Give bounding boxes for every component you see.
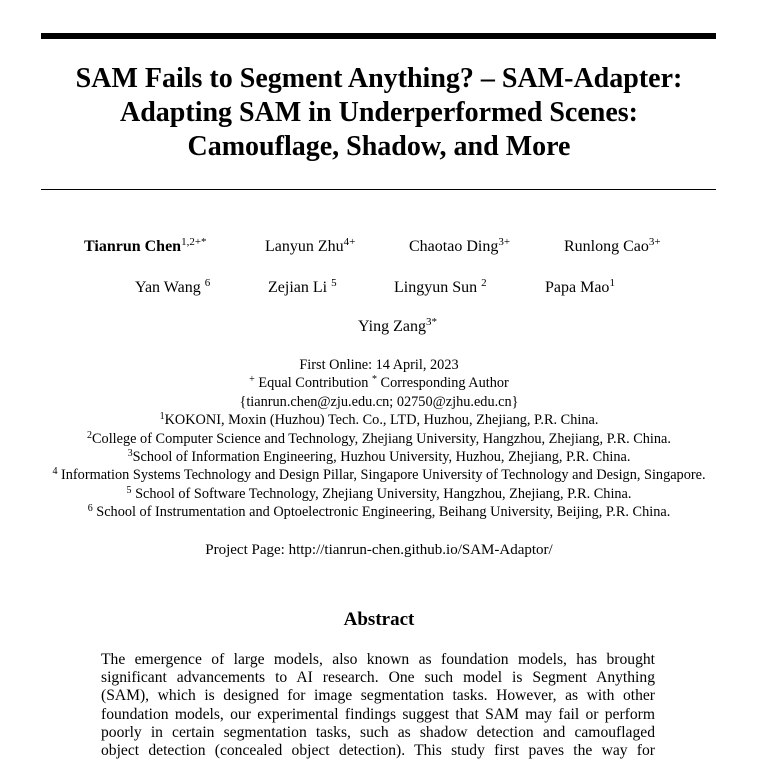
affiliation-2: $^2$College of Computer Science and Technology, Zhejiang University, Hangzhou, Zhejiang, P.R. China. [87, 429, 671, 447]
author-ying-zang: Ying Zang$^{3*}$ [358, 316, 437, 335]
abstract-heading: Abstract [343, 609, 415, 630]
author-lingyun-sun: Lingyun Sun $^2$ [394, 277, 487, 296]
affiliation-1: $^1$KOKONI, Moxin (Huzhou) Tech. Co., LTD, Huzhou, Zhejiang, P.R. China. [159, 411, 599, 429]
abstract-line: (SAM), which is designed for image segmentation tasks. However, as with other [101, 687, 655, 705]
abstract-line: object detection (concealed object detection). This study first paves the way for [101, 742, 655, 760]
title-line-2: Adapting SAM in Underperformed Scenes: [120, 97, 638, 128]
title-line-3: Camouflage, Shadow, and More [187, 131, 571, 162]
affiliation-5: $^5$ School of Software Technology, Zhejiang University, Hangzhou, Zhejiang, P.R. China. [126, 484, 632, 502]
affiliation-6: $^6$ School of Instrumentation and Optoelectronic Engineering, Beihang University, Beijing, P.R. China. [87, 503, 671, 521]
author-lanyun-zhu: Lanyun Zhu$^{4+}$ [265, 236, 356, 255]
project-page-link[interactable]: Project Page: http://tianrun-chen.github.io/SAM-Adaptor/ [205, 542, 553, 558]
abstract-line: foundation models, our experimental findings suggest that SAM may fail or perform [101, 705, 655, 723]
author-chaotao-ding: Chaotao Ding$^{3+}$ [409, 236, 511, 255]
affiliation-4: $^4$ Information Systems Technology and Design Pillar, Singapore University of Technology and Design, Singapore. [52, 466, 706, 484]
author-runlong-cao: Runlong Cao$^{3+}$ [564, 236, 661, 255]
author-yan-wang: Yan Wang $^6$ [135, 277, 211, 296]
paper-info [0, 356, 758, 522]
affiliation-3: $^3$School of Information Engineering, Huzhou University, Huzhou, Zhejiang, P.R. China. [127, 448, 631, 466]
abstract-body [101, 651, 655, 760]
abstract-line: The emergence of large models, also known as foundation models, has brought [101, 651, 655, 668]
abstract-line: significant advancements to AI research. One such model is Segment Anything [101, 669, 655, 687]
title-line-1: SAM Fails to Segment Anything? – SAM-Adapter: [75, 63, 683, 94]
first-online-date: First Online: 14 April, 2023 [299, 357, 459, 373]
abstract-line: poorly in certain segmentation tasks, such as shadow detection and camouflaged [101, 723, 655, 741]
paper-title [20, 62, 738, 164]
author-papa-mao: Papa Mao$^1$ [545, 277, 615, 296]
author-emails: {tianrun.chen@zju.edu.cn; 02750@zjhu.edu.cn} [239, 393, 519, 410]
author-zejian-li: Zejian Li $^5$ [268, 277, 337, 296]
author-tianrun-chen: Tianrun Chen$^{1,2+*}$ [84, 236, 207, 255]
contribution-note: + Equal Contribution * Corresponding Author [249, 374, 509, 392]
bottom-rule [41, 189, 716, 190]
top-rule [41, 33, 716, 39]
